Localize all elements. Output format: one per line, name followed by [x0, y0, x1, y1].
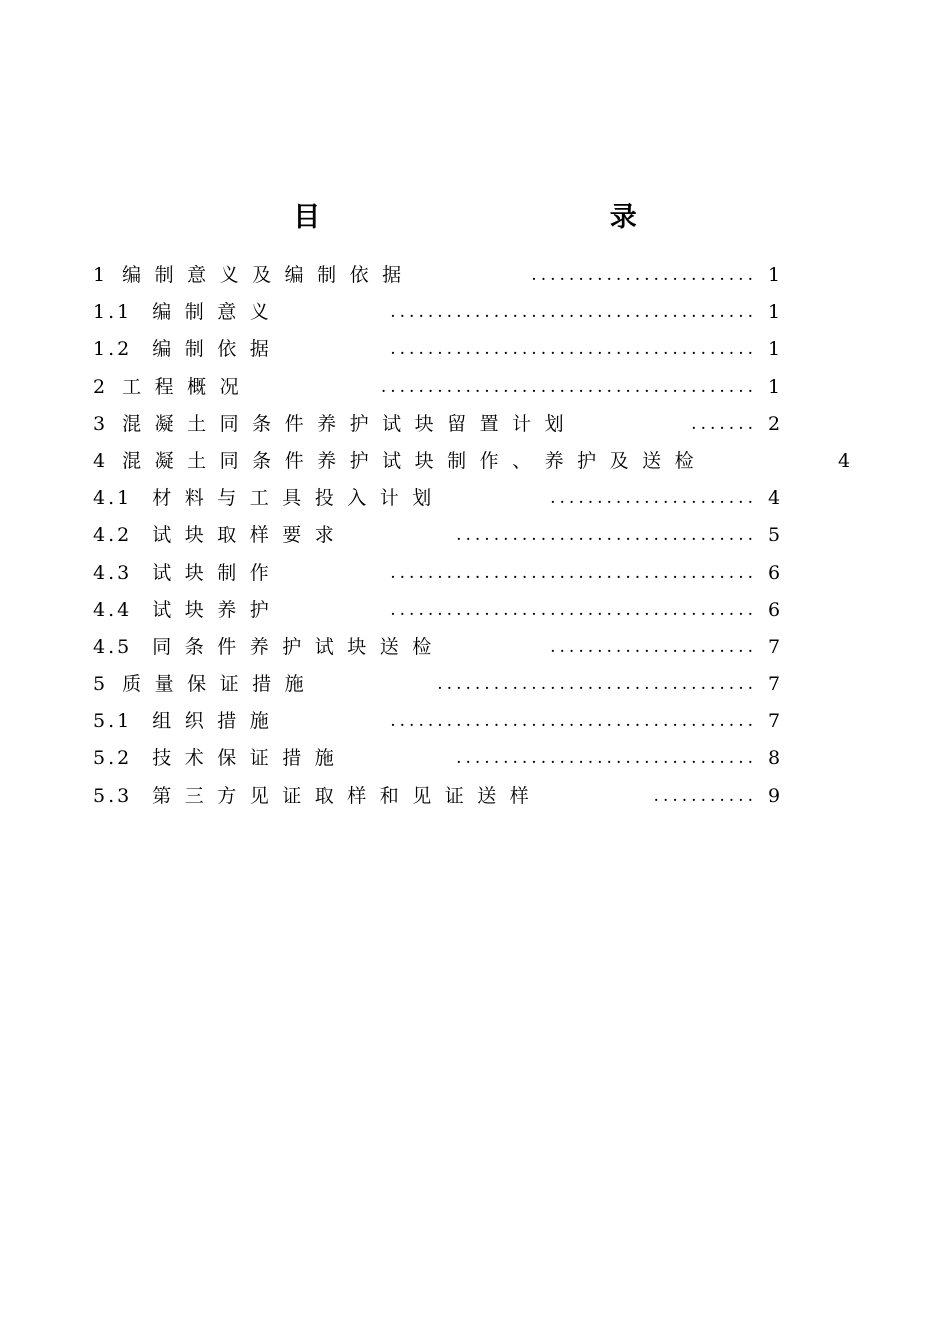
toc-entry-number: 1.2 [93, 338, 133, 361]
toc-entry[interactable] [93, 443, 853, 480]
toc-entry[interactable] [93, 778, 853, 815]
toc-leader-dots: ................................ [456, 748, 757, 769]
toc-entry-title: 编制意义及编制依据 [122, 264, 415, 286]
toc-entry-title: 质量保证措施 [122, 673, 318, 696]
toc-entry[interactable] [93, 517, 853, 554]
toc-entry-page: 7 [768, 710, 781, 733]
toc-entry[interactable] [93, 703, 853, 740]
toc-entry-number: 5.2 [93, 747, 133, 770]
toc-entry-page: 5 [768, 524, 781, 547]
toc-leader-dots: ........... [653, 785, 757, 806]
toc-leader-dots: ................................ [456, 525, 757, 546]
toc-entry-number: 4.5 [93, 635, 133, 658]
toc-entry[interactable] [93, 331, 853, 368]
toc-leader-dots: ....................................... [390, 562, 757, 583]
toc-entry-number: 4.2 [93, 524, 133, 547]
toc-entry-page: 1 [768, 301, 781, 324]
toc-entry[interactable] [93, 666, 853, 703]
toc-entry-number: 1.1 [93, 301, 133, 324]
toc-entry[interactable] [93, 294, 853, 331]
toc-entry-page: 6 [768, 561, 781, 584]
table-of-contents [93, 257, 853, 815]
toc-leader-dots: ....... [691, 413, 757, 434]
toc-entry-number: 3 [93, 412, 109, 435]
toc-entry-title: 试块养护 [152, 598, 283, 621]
toc-entry-number: 4.4 [93, 598, 133, 621]
toc-leader-dots: ...................... [550, 636, 757, 657]
toc-entry-title: 试块取样要求 [152, 524, 348, 547]
toc-entry-number: 1 [93, 264, 109, 286]
toc-leader-dots: ........................ [531, 265, 757, 285]
toc-entry[interactable] [93, 406, 853, 443]
toc-entry[interactable] [93, 480, 853, 517]
toc-entry-number: 4.3 [93, 561, 133, 584]
toc-entry-title: 组织措施 [152, 710, 283, 733]
toc-entry-page: 7 [768, 635, 781, 658]
toc-leader-dots: ....................................... [390, 302, 757, 323]
toc-entry-title: 同条件养护试块送检 [152, 635, 445, 658]
toc-entry-page: 1 [768, 338, 781, 361]
toc-entry-page: 8 [768, 747, 781, 770]
toc-entry-title: 工程概况 [122, 375, 253, 398]
toc-leader-dots: ....................................... [390, 711, 757, 732]
toc-entry[interactable] [93, 740, 853, 777]
toc-leader-dots: ....................................... [390, 339, 757, 360]
toc-entry[interactable] [93, 592, 853, 629]
toc-entry-page: 7 [768, 673, 781, 696]
toc-entry-number: 5 [93, 673, 109, 696]
toc-entry-number: 5.3 [93, 784, 133, 807]
toc-leader-dots: ........................................ [380, 376, 757, 397]
toc-entry-title: 混凝土同条件养护试块留置计划 [122, 412, 578, 435]
toc-entry-page: 4 [768, 487, 781, 510]
toc-entry-title: 试块制作 [152, 561, 283, 584]
toc-entry-page: 1 [768, 375, 781, 398]
toc-leader-dots: ....................................... [390, 599, 757, 620]
toc-entry[interactable] [93, 369, 853, 406]
toc-entry-page: 2 [768, 412, 781, 435]
toc-entry[interactable] [93, 257, 853, 294]
toc-entry[interactable] [93, 555, 853, 592]
toc-entry-number: 4 [93, 449, 109, 472]
toc-entry-title: 技术保证措施 [152, 747, 348, 770]
toc-entry-title: 编制意义 [152, 301, 283, 324]
toc-entry-title: 混凝土同条件养护试块制作、养护及送检 [122, 449, 708, 472]
toc-entry-page: 4 [838, 449, 851, 472]
page-title: 目 录 [293, 202, 777, 233]
toc-entry[interactable] [93, 629, 853, 666]
toc-leader-dots: .................................. [437, 674, 757, 695]
toc-entry-title: 编制依据 [152, 338, 283, 361]
toc-entry-page: 6 [768, 598, 781, 621]
toc-entry-page: 9 [768, 784, 781, 807]
toc-entry-page: 1 [768, 264, 781, 286]
toc-leader-dots: ...................... [550, 488, 757, 509]
toc-entry-number: 4.1 [93, 487, 133, 510]
toc-entry-title: 材料与工具投入计划 [152, 487, 445, 510]
toc-entry-number: 2 [93, 375, 109, 398]
toc-entry-number: 5.1 [93, 710, 133, 733]
toc-entry-title: 第三方见证取样和见证送样 [152, 784, 543, 807]
